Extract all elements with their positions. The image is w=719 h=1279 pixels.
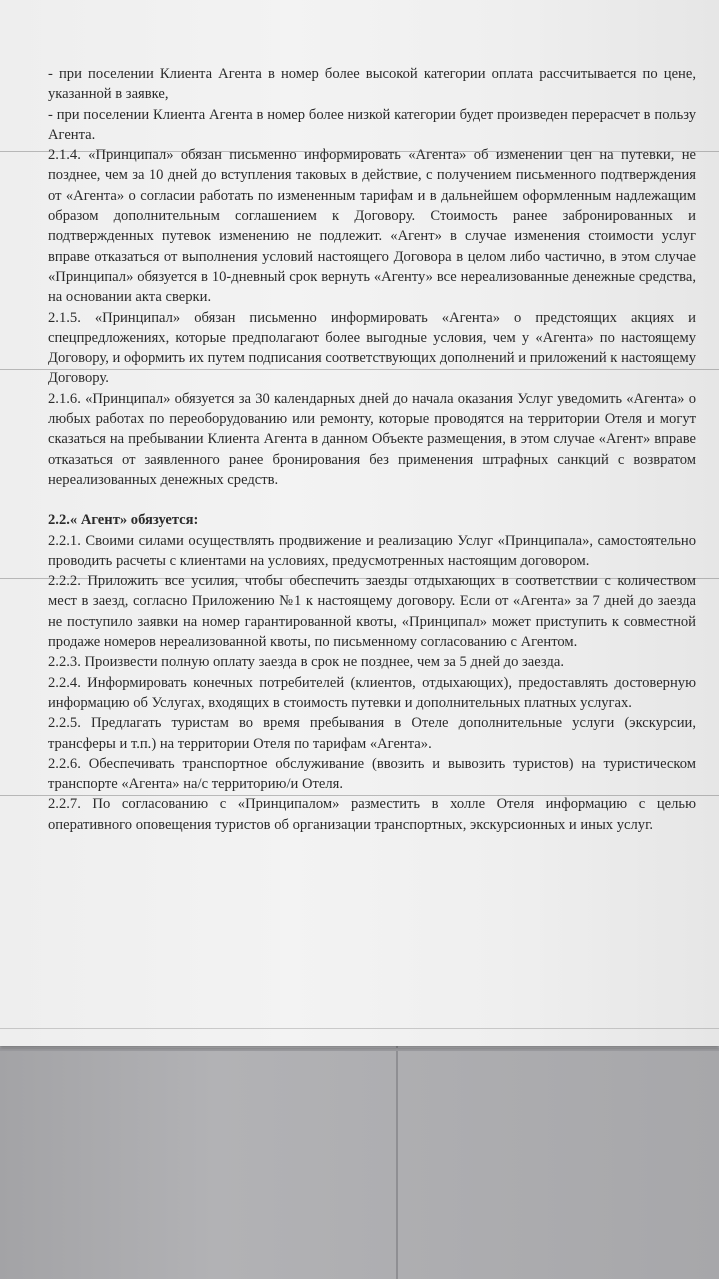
paragraph: 2.2.5. Предлагать туристам во время пребывания в Отеле дополнительные услуги (экскурсии, трансферы и т.п.) на территории Отеля по тарифам «Агента». (48, 715, 696, 752)
paper-fold-line (0, 1028, 719, 1029)
paragraph: 2.1.5. «Принципал» обязан письменно информировать «Агента» о предстоящих акциях и спецпредложениях, которые предполагают более выгодные условия, чем у «Агента» по настоящему Договору, и оформить их путем подписания соответствующих дополнений и приложений к настоящему Договору. (48, 309, 696, 387)
paragraph: 2.1.6. «Принципал» обязуется за 30 календарных дней до начала оказания Услуг уведомить «Агента» о любых работах по переоборудованию или ремонту, которые проводятся на территории Отеля и могут сказаться на пребывании Клиента Агента в данном Объекте размещения, в этом случае «Агент» вправе отказаться от заявленного ранее бронирования без применения штрафных санкций с возвратом нереализованных денежных средств. (48, 390, 696, 488)
section-heading: 2.2.« Агент» обязуется: (48, 512, 199, 529)
desk-seam (396, 1040, 398, 1279)
paragraph: 2.2.6. Обеспечивать транспортное обслуживание (ввозить и вывозить туристов) на туристическом транспорте «Агента» на/с территорию/и Отеля. (48, 755, 696, 793)
paragraph: 2.2.7. По согласованию с «Принципалом» разместить в холле Отеля информацию с целью оперативного оповещения туристов об организации транспортных, экскурсионных и иных услуг. (48, 796, 696, 833)
paragraph: 2.2.2. Приложить все усилия, чтобы обеспечить заезды отдыхающих в соответствии с количеством мест в заезд, согласно Приложению №1 к настоящему договору. Если от «Агента» за 7 дней до заезда не поступило заявки на номер гарантированной квоты, «Принципал» может приступить к совместной продаже номеров нереализованной квоты, по письменному согласованию с Агентом. (48, 573, 696, 651)
document-body (48, 64, 696, 835)
paragraph: 2.1.4. «Принципал» обязан письменно информировать «Агента» об изменении цен на путевки, не позднее, чем за 10 дней до вступления таковых в действие, с получением письменного подтверждения от «Агента» о согласии работать по измененным тарифам и в дальнейшем оформленным надлежащим образом дополнительным соглашением к Договору. Стоимость ранее забронированных и подтвержденных путевок изменению не подлежит. «Агент» в случае изменения стоимости услуг вправе отказаться от выполнения условий настоящего Договора в целом либо частично, в этом случае «Принципал» обязуется в 10-дневный срок вернуть «Агенту» все нереализованные денежные средства, на основании акта сверки. (48, 147, 696, 306)
paragraph: - при поселении Клиента Агента в номер более высокой категории оплата рассчитывается по цене, указанной в заявке, (48, 66, 696, 103)
paragraph: 2.2.1. Своими силами осуществлять продвижение и реализацию Услуг «Принципала», самостоятельно проводить расчеты с клиентами на условиях, предусмотренных настоящим договором. (48, 532, 696, 569)
paragraph: - при поселении Клиента Агента в номер более низкой категории будет произведен перерасчет в пользу Агента. (48, 106, 696, 143)
paragraph: 2.2.4. Информировать конечных потребителей (клиентов, отдыхающих), предоставлять достоверную информацию об Услугах, входящих в стоимость путевки и дополнительных платных услугах. (48, 674, 696, 711)
paragraph-gap (48, 490, 696, 510)
paragraph: 2.2.3. Произвести полную оплату заезда в срок не позднее, чем за 5 дней до заезда. (48, 654, 564, 671)
desk-edge (0, 1048, 719, 1051)
